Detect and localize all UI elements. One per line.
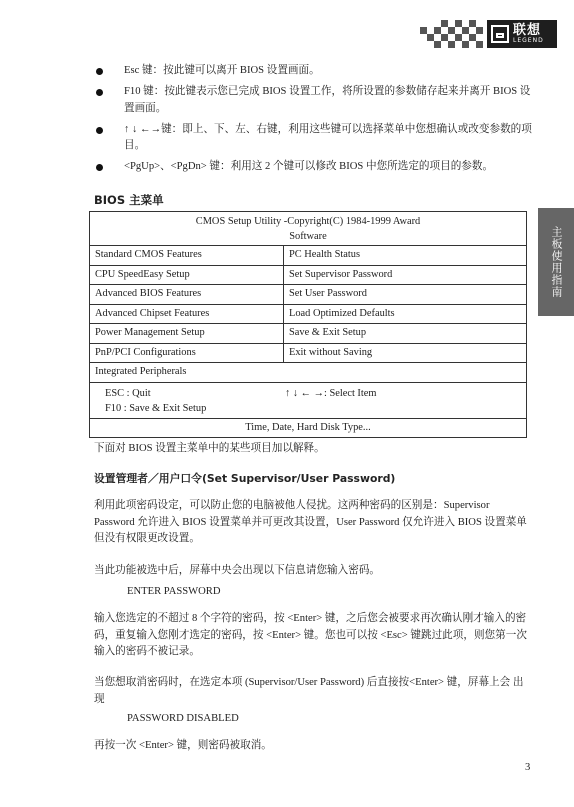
bullet-pgup-pgdn: <PgUp>、<PgDn> 键：利用这 2 个键可以修改 BIOS 中您所选定的项目的参数。 xyxy=(94,159,532,176)
table-row xyxy=(90,266,526,286)
bullet-dot-icon xyxy=(96,89,103,96)
bios-header-line2: Software xyxy=(289,231,327,242)
menu-item-empty xyxy=(284,363,526,382)
password-entry-paragraph: 输入您选定的不超过 8 个字符的密码，按 <Enter> 键，之后您会被要求再次确认刚才输入的密码，重复输入您刚才选定的密码，按 <Enter> 键。您也可以按 <Esc> 键跳过此项，则您第一次输入的密码不被记录。 xyxy=(94,613,527,658)
menu-item-exit-without-saving: Exit without Saving xyxy=(289,346,373,358)
enter-password-message: ENTER PASSWORD xyxy=(127,586,221,597)
key-bullet-list xyxy=(94,63,532,180)
password-disabled-message: PASSWORD DISABLED xyxy=(127,713,239,724)
page-number: 3 xyxy=(525,762,531,773)
confirm-cancel-paragraph: 再按一次 <Enter> 键，则密码被取消。 xyxy=(94,740,272,751)
menu-item-power-management: Power Management Setup xyxy=(90,324,284,343)
menu-item-user-password: Set User Password xyxy=(289,288,367,299)
bios-main-menu-table xyxy=(89,211,527,438)
password-prompt-paragraph: 当此功能被选中后，屏幕中央会出现以下信息请您输入密码。 xyxy=(94,565,381,576)
legend-logo xyxy=(487,20,557,48)
bios-menu-footer: Time, Date, Hard Disk Type... xyxy=(245,421,371,433)
menu-item-supervisor-password: Set Supervisor Password xyxy=(289,268,393,280)
table-row xyxy=(90,285,526,305)
menu-item-integrated-peripherals: Integrated Peripherals xyxy=(95,366,187,377)
bios-key-help xyxy=(90,383,526,419)
menu-item-standard-cmos: Standard CMOS Features xyxy=(90,246,284,265)
menu-item-advanced-chipset: Advanced Chipset Features xyxy=(90,305,284,324)
menu-item-pnp-pci: PnP/PCI Configurations xyxy=(90,344,284,363)
bullet-f10: F10 键：按此键表示您已完成 BIOS 设置工作，将所设置的参数储存起来并离开 BIOS 设置画面。 xyxy=(94,84,532,117)
cancel-password-paragraph: 当您想取消密码时，在选定本项 (Supervisor/User Password) 后直接按<Enter> 键，屏幕上会 出现 xyxy=(94,677,524,705)
key-help-esc: ESC : Quit xyxy=(105,387,151,399)
bios-header-line1: CMOS Setup Utility -Copyright(C) 1984-1999 Award xyxy=(195,216,421,227)
bullet-dot-icon xyxy=(96,127,103,134)
menu-item-pc-health: PC Health Status xyxy=(289,249,361,260)
side-chapter-tab xyxy=(538,208,574,316)
logo-english-text: LEGEND xyxy=(513,37,544,44)
bullet-esc: Esc 键：按此键可以离开 BIOS 设置画面。 xyxy=(94,63,532,80)
password-description-paragraph: 利用此项密码设定，可以防止您的电脑被他人侵扰。这两种密码的区别是：Supervisor Password 允许进入 BIOS 设置菜单并可更改其设置，User Password 仅允许进入 BIOS 设置菜单但没有权限更改设置。 xyxy=(94,500,527,545)
key-help-f10: F10 : Save & Exit Setup xyxy=(105,402,207,414)
legend-logo-icon xyxy=(491,25,509,43)
menu-item-advanced-bios: Advanced BIOS Features xyxy=(90,285,284,304)
section-title: BIOS 主菜单 xyxy=(94,193,164,207)
key-help-select-item: ↑ ↓ ← →: Select Item xyxy=(285,387,377,399)
table-row xyxy=(90,305,526,325)
bullet-dot-icon xyxy=(96,164,103,171)
bullet-arrows: ↑ ↓ ←→键：即上、下、左、右键，利用这些键可以选择菜单中您想确认或改变参数的项目。 xyxy=(94,122,532,155)
table-row xyxy=(90,324,526,344)
bios-menu-header xyxy=(90,212,526,246)
bullet-dot-icon xyxy=(96,68,103,75)
intro-paragraph: 下面对 BIOS 设置主菜单中的某些项目加以解释。 xyxy=(94,443,325,454)
subsection-heading: 设置管理者／用户口令(Set Supervisor/User Password) xyxy=(94,472,396,485)
menu-item-load-defaults: Load Optimized Defaults xyxy=(289,307,395,319)
table-row xyxy=(90,363,526,383)
menu-item-cpu-speedeasy: CPU SpeedEasy Setup xyxy=(90,266,284,285)
logo-checker-pattern xyxy=(420,20,480,48)
table-row xyxy=(90,246,526,266)
logo-chinese-text: 联想 xyxy=(513,23,542,38)
side-chapter-label: 主板使用指南 xyxy=(550,226,563,298)
table-row xyxy=(90,344,526,364)
menu-item-save-exit: Save & Exit Setup xyxy=(289,327,367,338)
